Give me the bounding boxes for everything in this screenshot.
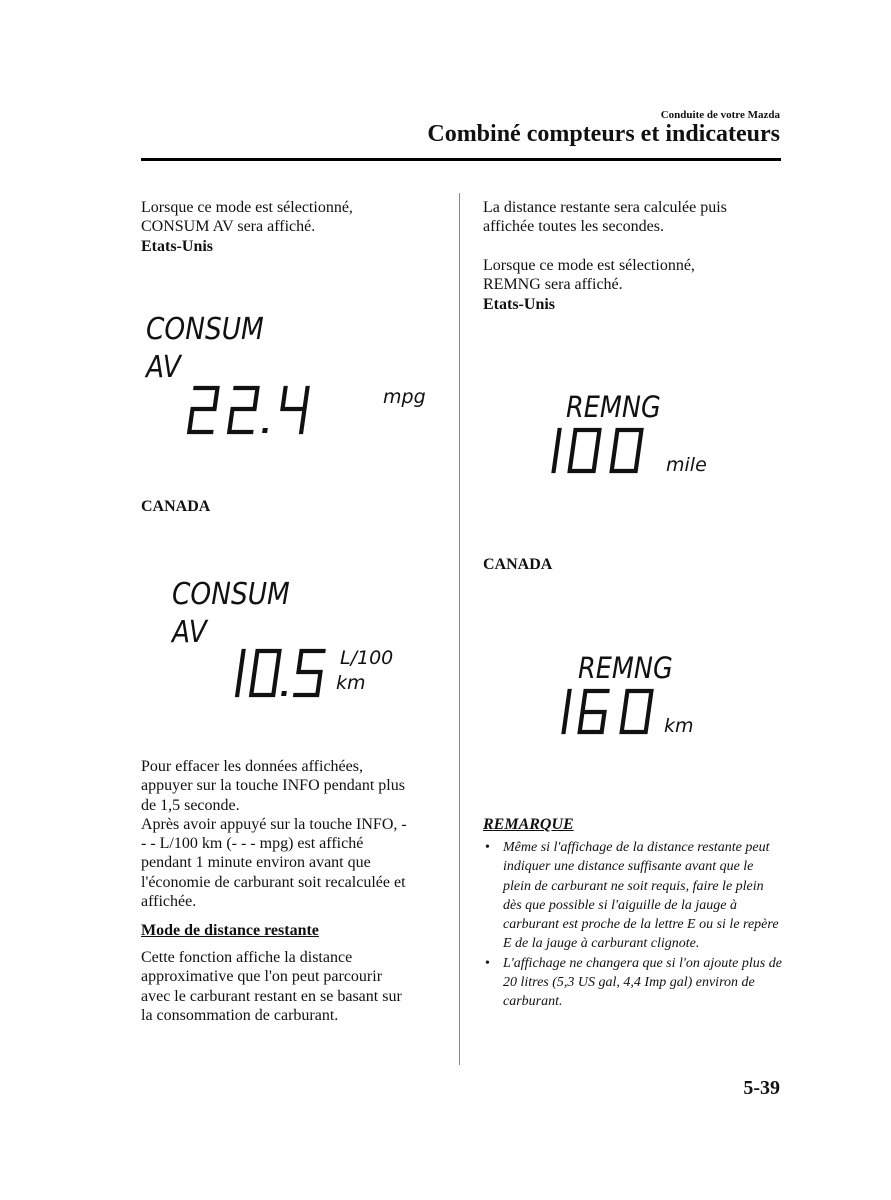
lcd-display-remng-canada [558, 651, 758, 741]
lcd-digits-value [230, 647, 340, 701]
calc-paragraph [483, 198, 783, 237]
text-line: approximative que l'on peut parcourir [141, 968, 383, 986]
text-line: Cette fonction affiche la distance [141, 949, 353, 966]
lcd-label-remng: REMNG [566, 390, 661, 424]
lcd-label-consum: CONSUM [172, 577, 290, 612]
section-heading: Mode de distance restante [141, 922, 319, 939]
text-line: La distance restante sera calculée puis [483, 199, 727, 216]
page-title: Combiné compteurs et indicateurs [427, 121, 780, 147]
mode-paragraph [483, 256, 783, 314]
text-line: de 1,5 seconde. [141, 796, 240, 814]
text-line: Après avoir appuyé sur la touche INFO, - [141, 815, 407, 833]
header-divider [141, 158, 781, 161]
text-line: appuyer sur la touche INFO pendant plus [141, 777, 405, 795]
text-line: avec le carburant restant en se basant sur [141, 987, 402, 1005]
text-line: affichée. [141, 893, 197, 911]
note-heading: REMARQUE [483, 816, 574, 833]
lcd-display-consum-us [146, 312, 446, 442]
lcd-label-av: AV [172, 615, 207, 650]
lcd-unit-l100: L/100 [340, 647, 394, 669]
text-line: pendant 1 minute environ avant que [141, 854, 371, 872]
text-line: Lorsque ce mode est sélectionné, [483, 257, 695, 274]
text-line: REMNG sera affiché. [483, 276, 623, 294]
lcd-unit-mpg: mpg [383, 386, 426, 408]
page-number: 5-39 [743, 1077, 780, 1099]
intro-paragraph [141, 198, 446, 256]
lcd-display-consum-canada [172, 577, 432, 702]
region-label-canada: CANADA [141, 498, 211, 515]
intro-line: CONSUM AV sera affiché. [141, 218, 316, 236]
lcd-unit-km: km [664, 715, 694, 737]
column-divider [459, 193, 460, 1065]
region-label-canada: CANADA [483, 556, 553, 573]
text-line: la consommation de carburant. [141, 1006, 339, 1024]
lcd-digits-value [548, 426, 663, 476]
lcd-label-av: AV [146, 350, 181, 385]
text-line: affichée toutes les secondes. [483, 218, 664, 236]
lcd-digits-value [558, 687, 668, 737]
lcd-display-remng-us [548, 390, 748, 480]
lcd-digits-value [186, 384, 326, 438]
text-line: Pour effacer les données affichées, [141, 758, 363, 775]
section-paragraph [141, 948, 446, 1025]
text-line: l'économie de carburant soit recalculée et [141, 873, 406, 891]
reset-paragraph [141, 757, 446, 911]
note-list [483, 838, 783, 1012]
note-item: • L'affichage ne changera que si l'on ajoute plus de 20 litres (5,3 US gal, 4,4 Imp gal) environ de carburant. [483, 954, 783, 1012]
lcd-unit-km: km [336, 672, 366, 694]
lcd-label-remng: REMNG [578, 651, 673, 685]
text-line: - - L/100 km (- - - mpg) est affiché [141, 835, 364, 853]
intro-line: Lorsque ce mode est sélectionné, [141, 199, 353, 216]
region-label-us: Etats-Unis [483, 295, 556, 313]
region-label-us: Etats-Unis [141, 237, 214, 255]
lcd-label-consum: CONSUM [146, 312, 264, 347]
note-item: • Même si l'affichage de la distance restante peut indiquer une distance suffisante avant que le plein de carburant ne soit requis, faire le plein dès que possible si l'aiguille de la jauge à carburant est proche de la lettre E ou si le repère E de la jauge à carburant clignote. [483, 838, 783, 954]
chapter-subtitle: Conduite de votre Mazda [660, 109, 780, 121]
lcd-unit-mile: mile [666, 454, 707, 476]
